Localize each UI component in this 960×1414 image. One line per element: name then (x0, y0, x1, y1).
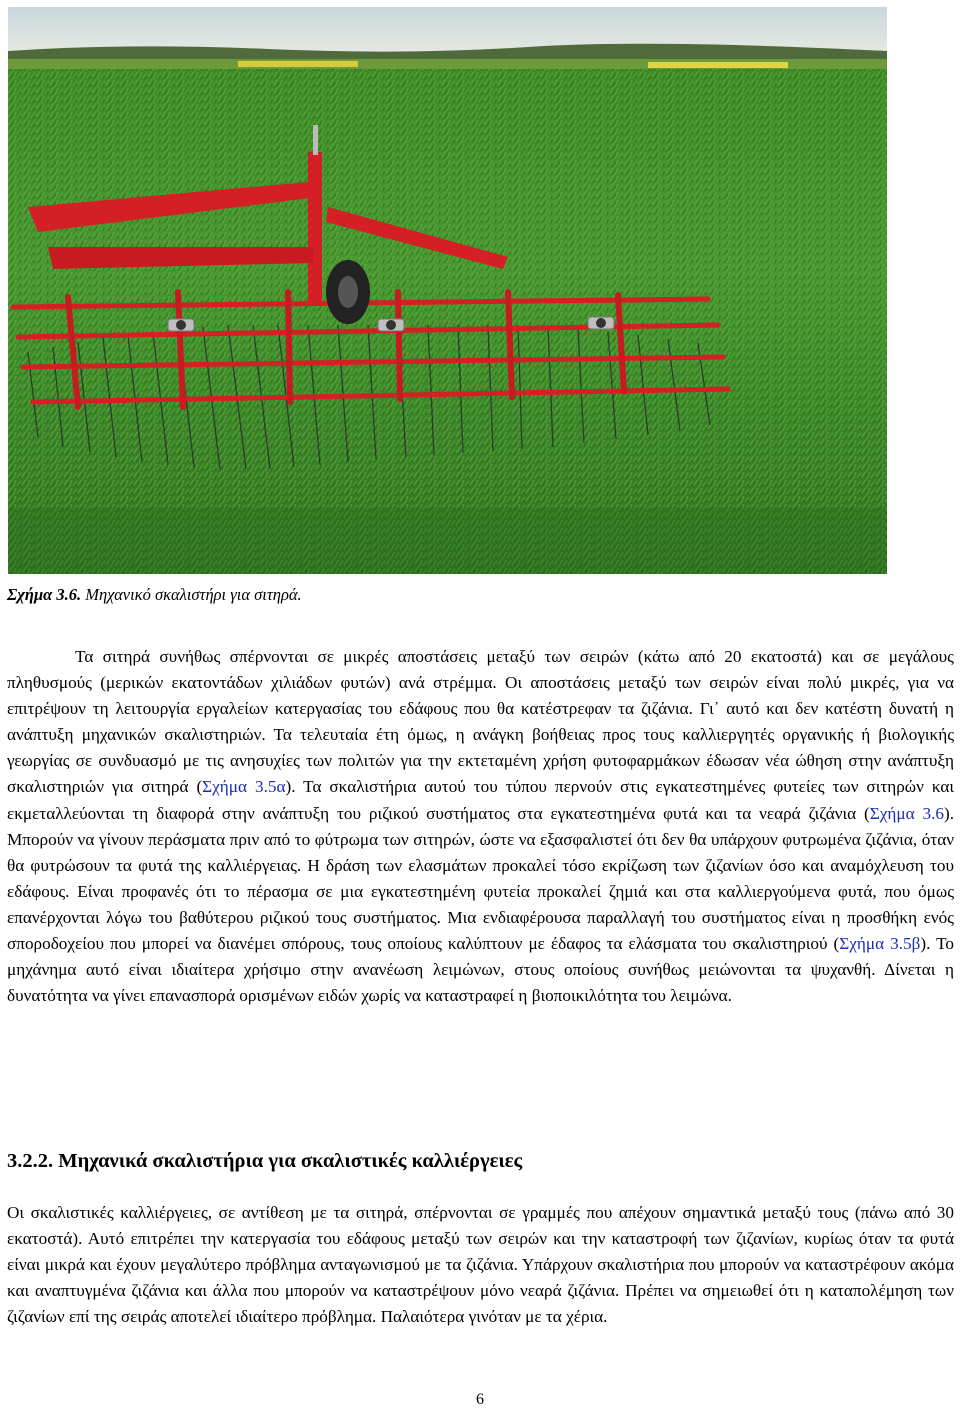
section-heading: 3.2.2. Μηχανικά σκαλιστήρια για σκαλιστικές καλλιέργειες (7, 1150, 523, 1172)
figure-caption-text: Μηχανικό σκαλιστήρι για σιτηρά. (85, 585, 302, 604)
figure-reference-link[interactable]: Σχήμα 3.5α (202, 777, 286, 797)
paragraph1-text-4: ). Το μηχάνημα αυτό είναι ιδιαίτερα χρήσιμο στην ανανέωση λειμώνων, στους οποίους συνήθως μειώνονται τα ψυχανθή. Δίνεται η δυνατότητα να γίνει επανασπορά ορισμένων ειδών χωρίς να καταστραφεί η βιοποικιλότητα του λειμώνα. (7, 934, 954, 1006)
figure-caption (7, 585, 302, 605)
figure-photo (8, 7, 887, 574)
figure-reference-link[interactable]: Σχήμα 3.6 (869, 803, 944, 823)
paragraph1-text-1: Τα σιτηρά συνήθως σπέρνονται σε μικρές αποστάσεις μεταξύ των σειρών (κάτω από 20 εκατοστά) και σε μεγάλους πληθυσμούς (μερικών εκατοντάδων χιλιάδων φυτών) ανά στρέμμα. Οι αποστάσεις μεταξύ των σειρών είναι πολύ μικρές, για να επιτρέψουν τη λειτουργία εργαλείων κατεργασίας του εδάφους που θα κατέστρεφαν τα ζιζάνια. Γι᾽ αυτό και δεν κατέστη δυνατή η ανάπτυξη μηχανικών σκαλιστηριών. Τα τελευταία έτη όμως, η ανάγκη βοήθειας προς τους καλλιεργητές οργανικής ή βιολογικής γεωργίας σε συνδυασμό με τις ανησυχίες των πολιτών για την εκτεταμένη χρήση φυτοφαρμάκων έδωσαν νέα ώθηση στην ανάπτυξη σκαλιστηριών για σιτηρά ( (7, 647, 954, 797)
body-paragraph-1 (7, 644, 954, 1009)
figure-reference-link[interactable]: Σχήμα 3.5β (839, 934, 921, 954)
weeder-photo-illustration (8, 7, 887, 574)
paragraph1-text-3: ). Μπορούν να γίνουν περάσματα πριν από το φύτρωμα των σιτηρών, ώστε να εξασφαλιστεί ότι δεν θα υπάρχουν φυτρωμένα ζιζάνια, όταν θα φυτρώσουν τα φυτά της καλλιέργειας. Η δράση των ελασμάτων προκαλεί τόσο εκρίζωση των ζιζανίων όσο και αναμόχλευση του εδάφους. Είναι προφανές ότι το πέρασμα σε μια εγκατεστημένη φυτεία προκαλεί ζημιά και στα καλλιεργούμενα φυτά, που όμως επανέρχονται λόγω του βαθύτερου ριζικού τους συστήματος. Μια ενδιαφέρουσα παραλλαγή του συστήματος είναι η προσθήκη ενός σποροδοχείου που μπορεί να διανέμει σπόρους, τους οποίους καλύπτουν με έδαφος τα ελάσματα του σκαλιστηριού ( (7, 803, 955, 954)
page-number: 6 (476, 1391, 484, 1408)
paragraph1-text-2: ). Τα σκαλιστήρια αυτού του τύπου περνούν στις εγκατεστημένες φυτείες των σιτηρών και εκμεταλλεύονται τη διαφορά στην ανάπτυξη του ριζικού συστήματος στα εγκατεστημένα φυτά και τα νεαρά ζιζάνια ( (7, 777, 954, 823)
figure-caption-label: Σχήμα 3.6. (7, 585, 82, 604)
body-paragraph-2: Οι σκαλιστικές καλλιέργειες, σε αντίθεση με τα σιτηρά, σπέρνονται σε γραμμές που απέχουν σημαντικά μεταξύ τους (πάνω από 30 εκατοστά). Αυτό επιτρέπει την κατεργασία του εδάφους μεταξύ των σειρών και την καταστροφή των ζιζανίων, κυρίως όταν τα φυτά είναι μικρά και έχουν μεγαλύτερο πρόβλημα ανταγωνισμού με τα ζιζάνια. Υπάρχουν σκαλιστήρια που μπορούν να καταστρέφουν ακόμα και αναπτυγμένα ζιζάνια και άλλα που μπορούν να καταστρέψουν μόνο νεαρά ζιζάνια. Πρέπει να σημειωθεί ότι η καταπολέμηση των ζιζανίων επί της σειράς αποτελεί ιδιαίτερο πρόβλημα. Παλαιότερα γινόταν με τα χέρια. (7, 1203, 954, 1327)
